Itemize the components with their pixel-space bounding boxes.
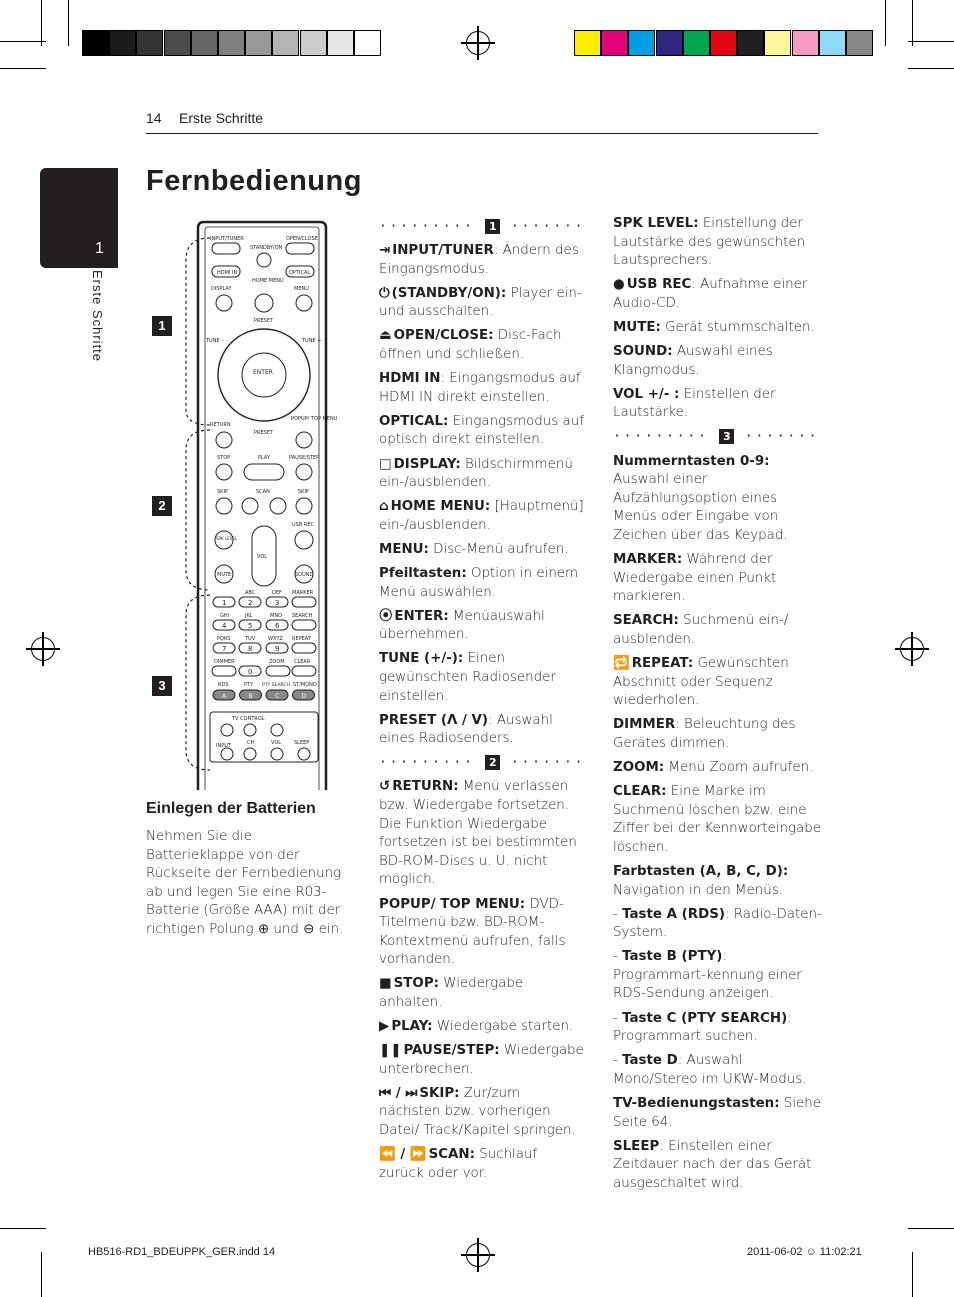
color-key-label: D [301, 693, 307, 700]
remote-label: PLAY [258, 455, 271, 461]
color-swatch [764, 30, 791, 56]
remote-label: STOP [217, 455, 231, 461]
running-header: Erste Schritte [179, 110, 264, 126]
registration-mark-icon [31, 637, 55, 661]
callout-3: 3 [152, 676, 172, 696]
crop-mark [908, 68, 954, 69]
crop-mark [41, 1252, 42, 1297]
remote-label: ZOOM [269, 659, 285, 665]
remote-label: OPTICAL [289, 270, 311, 276]
entry-search: SEARCH: Suchmenü ein-/ ausblenden. [613, 613, 789, 647]
entry-return: ↺ RETURN: Menü verlassen bzw. Wiedergabe fortsetzen. Die Funktion Wiedergabe fortsetzen ist bei bestimmten BD-ROM-Discs u. U. nicht möglich. [379, 779, 577, 888]
dimmer-button [212, 666, 236, 676]
remote-label: SPK LEVEL [216, 536, 238, 541]
remote-label: VOL [257, 554, 268, 560]
remote-label: ST/MONO [293, 682, 317, 688]
remote-label: SOUND [295, 572, 314, 578]
digit-label: 5 [248, 622, 253, 630]
entry-pause: ❚❚ PAUSE/STEP: Wiedergabe unterbrechen. [379, 1043, 584, 1077]
chapter-tab [40, 168, 118, 268]
column-2 [379, 218, 584, 1189]
section-separator-1: ········· 1 ······· [379, 219, 586, 234]
entry-dimmer: DIMMER: Beleuchtung des Gerätes dimmen. [613, 717, 796, 751]
entry-arrows: Pfeiltasten: Option in einem Menü auswählen. [379, 566, 579, 600]
color-swatch [628, 30, 655, 56]
entry-repeat: 🔁 REPEAT: Gewünschten Abschnitt oder Sequenz wiederholen. [613, 655, 789, 709]
crop-mark [912, 0, 913, 46]
skip-back-button [216, 498, 232, 514]
entry-vol: VOL +/- : Einstellen der Lautstärke. [613, 386, 776, 421]
home-menu-button [255, 294, 273, 312]
entry-enter: ⦿ ENTER: Menüauswahl übernehmen. [379, 608, 545, 643]
column-3 [613, 215, 823, 1199]
chapter-number: 1 [95, 240, 104, 257]
color-swatch [819, 30, 846, 56]
color-swatch [737, 30, 764, 56]
remote-label: PAUSE/STEP [289, 455, 320, 461]
entry-stop: ■ STOP: Wiedergabe anhalten. [379, 976, 524, 1010]
entry-play: ▶ PLAY: Wiedergabe starten. [379, 1018, 584, 1037]
color-swatch [245, 30, 272, 56]
registration-mark-icon [466, 1243, 490, 1267]
remote-label: REPEAT [292, 636, 311, 642]
zoom-button [266, 666, 290, 676]
remote-illustration [180, 220, 340, 790]
registration-mark-icon [466, 31, 490, 55]
remote-label: USB REC [292, 522, 314, 528]
crop-mark [908, 1228, 954, 1229]
digit-label: 0 [248, 668, 253, 676]
remote-label: DISPLAY [211, 286, 232, 292]
color-swatch [218, 30, 245, 56]
remote-label: OPEN/CLOSE [286, 236, 318, 242]
color-key-label: A [222, 693, 227, 700]
batteries-end: ein. [318, 921, 344, 937]
remote-label: PTY [244, 682, 254, 688]
plus-icon: ⊕ [257, 921, 270, 937]
pause-button [296, 464, 312, 480]
remote-label: SCAN [256, 489, 270, 495]
remote-label: RETURN [210, 422, 231, 428]
color-key-label: B [248, 693, 253, 700]
entry-key-c: - Taste C (PTY SEARCH): Programmart suchen. [613, 1010, 792, 1045]
section-separator-3: ········· 3 ······· [613, 429, 820, 445]
entry-sleep: SLEEP: Einstellen einer Zeitdauer nach der das Gerät ausgeschaltet wird. [613, 1138, 812, 1191]
entry-key-b: - Taste B (PTY): Programmart-kennung einer RDS-Sendung anzeigen. [613, 949, 802, 1002]
color-swatch [327, 30, 354, 56]
remote-label: WXYZ [268, 636, 283, 642]
entry-home-menu: ⌂ HOME MENU: [Hauptmenü] ein-/ausblenden. [379, 499, 584, 533]
remote-label: DEF [272, 590, 282, 596]
crop-mark [885, 0, 886, 46]
entry-menu: MENU: Disc-Menü aufrufen. [379, 541, 569, 557]
tv-power-button [221, 724, 233, 736]
repeat-icon: 🔁 [613, 655, 630, 671]
remote-label: SKIP [217, 489, 228, 495]
remote-label: JKL [245, 613, 253, 619]
color-swatch [710, 30, 737, 56]
color-swatch [136, 30, 163, 56]
entry-marker: MARKER: Während der Wiedergabe einen Punkt markieren. [613, 552, 777, 605]
color-swatch [792, 30, 819, 56]
remote-label: GHI [220, 613, 230, 619]
entry-key-d: - Taste D: Auswahl Mono/Stereo im UKW-Modus. [613, 1053, 807, 1087]
stop-button [216, 464, 232, 480]
remote-label: VOL [271, 740, 282, 746]
crop-mark [0, 68, 46, 69]
scan-forward-button [270, 498, 286, 514]
entry-optical: OPTICAL: Eingangsmodus auf optisch direkt einstellen. [379, 413, 584, 448]
home-icon: ⌂ [379, 499, 389, 515]
input-icon: ⇥ [379, 243, 391, 259]
registration-mark-icon [900, 637, 924, 661]
remote-label: TUNE - [206, 338, 224, 344]
remote-label: CH [247, 740, 255, 746]
scan-icon: ⏪ / ⏩ [379, 1147, 427, 1163]
entry-hdmi-in: HDMI IN: Eingangsmodus auf HDMI IN direkt einstellen. [379, 371, 581, 405]
remote-label: TV CONTROL [232, 716, 265, 722]
entry-input-tuner: ⇥ INPUT/TUNER: Ändern des Eingangsmodus. [379, 243, 579, 277]
crop-mark [908, 41, 954, 42]
open-close-button [286, 243, 314, 254]
remote-label: ENTER [253, 369, 273, 376]
remote-label: MENU [294, 286, 309, 292]
page-number: 14 [146, 110, 162, 126]
section-separator-2: ········· 2 ······· [379, 755, 586, 771]
remote-label: SEARCH [292, 613, 313, 619]
color-swatch [574, 30, 601, 56]
remote-label: PRESET [254, 430, 274, 436]
footer-date: 2011-06-02 ☺ 11:02:21 [747, 1246, 862, 1258]
digit-label: 2 [248, 599, 253, 607]
entry-color-keys: Farbtasten (A, B, C, D): Navigation in den Menüs. [613, 863, 789, 898]
remote-label: INPUT [216, 743, 231, 749]
color-swatch [191, 30, 218, 56]
power-icon: ⏻ [379, 285, 390, 301]
sleep-button [298, 748, 310, 760]
marker-button [292, 597, 316, 607]
batteries-and: und [273, 921, 299, 937]
color-swatch [82, 30, 109, 56]
entry-standby: ⏻ (STANDBY/ON): Player ein- und ausschalten. [379, 285, 582, 320]
entry-usb-rec: ● USB REC: Aufnahme einer Audio-CD. [613, 277, 808, 311]
color-swatch [683, 30, 710, 56]
remote-label: MARKER [292, 590, 314, 596]
remote-label: PTY SEARCH [262, 683, 290, 688]
stop-icon: ■ [379, 976, 392, 992]
remote-label: SLEEP [294, 740, 310, 746]
play-icon: ▶ [379, 1019, 390, 1035]
remote-label: INPUT/TUNER [210, 236, 244, 242]
color-swatch [164, 30, 191, 56]
header-rule [146, 133, 818, 134]
enter-icon: ⦿ [379, 608, 393, 624]
menu-button [296, 295, 312, 311]
digit-label: 8 [248, 645, 253, 653]
remote-label: PRESET [254, 318, 274, 324]
digit-label: 7 [222, 645, 227, 653]
entry-scan: ⏪ / ⏩ SCAN: Suchlauf zurück oder vor. [379, 1147, 538, 1181]
remote-label: MUTE [217, 572, 232, 578]
crop-mark [68, 0, 69, 46]
remote-label: MNO [270, 613, 282, 619]
entry-tune: TUNE (+/-): Einen gewünschten Radiosender einstellen. [379, 651, 556, 704]
entry-zoom: ZOOM: Menü Zoom aufrufen. [613, 759, 814, 775]
entry-sound: SOUND: Auswahl eines Klangmodus. [613, 344, 773, 378]
remote-label: DIMMER [214, 659, 235, 665]
play-button [244, 464, 284, 480]
tv-input-button [221, 748, 233, 760]
color-swatch [846, 30, 873, 56]
remote-label: CLEAR [294, 659, 311, 665]
digit-label: 9 [275, 645, 280, 653]
color-keys [213, 690, 315, 700]
digit-label: 6 [275, 622, 280, 630]
entry-popup: POPUP/ TOP MENU: DVD-Titelmenü bzw. BD-ROM-Kontextmenü aufrufen, falls vorhanden. [379, 896, 566, 968]
pause-icon: ❚❚ [379, 1043, 402, 1059]
digit-label: 1 [222, 599, 227, 607]
batteries-text [146, 828, 351, 940]
popup-button [296, 432, 312, 448]
remote-label: SKIP [298, 489, 309, 495]
page-title: Fernbedienung [146, 165, 362, 197]
entry-mute: MUTE: Gerät stummschalten. [613, 319, 815, 335]
callout-1: 1 [152, 316, 172, 336]
return-button [216, 432, 232, 448]
usb-rec-button [295, 531, 313, 549]
standby-button [257, 253, 271, 267]
entry-spk-level: SPK LEVEL: Einstellung der Lautstärke des gewünschten Lautsprechers. [613, 216, 806, 269]
entry-key-a: - Taste A (RDS): Radio-Daten-System. [613, 906, 822, 941]
batteries-heading: Einlegen der Batterien [146, 800, 316, 817]
color-swatch [354, 30, 381, 56]
entry-numbers: Nummerntasten 0-9: Auswahl einer Aufzählungsoption eines Menüs oder Eingabe von Zeichen über das Keypad. [613, 453, 788, 543]
color-swatch [272, 30, 299, 56]
skip-forward-button [296, 498, 312, 514]
remote-label: TUV [245, 636, 256, 642]
ch-down-button [244, 748, 256, 760]
entry-clear: CLEAR: Eine Marke im Suchmenü löschen bzw. eine Ziffer bei der Kennworteingabe löschen. [613, 784, 821, 855]
entry-preset: PRESET (Λ / V): Auswahl eines Radiosenders. [379, 712, 553, 747]
entry-skip: ⏮ / ⏭ SKIP: Zur/zum nächsten bzw. vorherigen Datei/ Track/Kapitel springen. [379, 1085, 576, 1139]
vol-up-button [271, 724, 283, 736]
remote-label: ABC [245, 590, 256, 596]
color-swatch [601, 30, 628, 56]
ch-up-button [244, 724, 256, 736]
color-swatch [109, 30, 136, 56]
remote-label: HDMI IN [217, 270, 238, 276]
vol-down-button [271, 748, 283, 760]
skip-icon: ⏮ / ⏭ [379, 1085, 418, 1101]
search-button [292, 620, 316, 630]
remote-label: HOME MENU [252, 278, 284, 284]
color-swatch [656, 30, 683, 56]
return-icon: ↺ [379, 779, 391, 795]
remote-label: STANDBY/ON [250, 245, 283, 251]
crop-mark [0, 1228, 46, 1229]
batteries-body: Nehmen Sie die Batterieklappe von der Rückseite der Fernbedienung ab und legen Sie eine R03-Batterie (Größe AAA) mit der richtigen Polung [146, 829, 342, 937]
crop-mark [41, 0, 42, 46]
display-icon: □ [379, 456, 392, 472]
remote-label: PQRS [217, 636, 231, 642]
remote-label: POPUP/ TOP MENU [291, 416, 338, 422]
eject-icon: ⏏ [379, 328, 392, 344]
color-key-label: C [275, 693, 280, 700]
color-swatch [300, 30, 327, 56]
chapter-label: Erste Schritte [90, 270, 105, 363]
display-button [216, 295, 232, 311]
digit-label: 3 [275, 599, 280, 607]
digit-label: 4 [222, 622, 227, 630]
crop-mark [0, 41, 46, 42]
entry-open-close: ⏏ OPEN/CLOSE: Disc-Fach öffnen und schließen. [379, 328, 562, 363]
footer-file: HB516-RD1_BDEUPPK_GER.indd 14 [88, 1246, 276, 1258]
scan-back-button [242, 498, 258, 514]
record-icon: ● [613, 277, 625, 293]
crop-mark [912, 1252, 913, 1297]
clear-button [292, 666, 316, 676]
callout-2: 2 [152, 496, 172, 516]
minus-icon: ⊖ [303, 921, 315, 937]
input-tuner-button [212, 243, 240, 254]
remote-label: RDS [218, 682, 229, 688]
repeat-button [292, 643, 316, 653]
entry-tv-buttons: TV-Bedienungstasten: Siehe Seite 64. [613, 1095, 822, 1130]
remote-label: TUNE + [302, 338, 322, 344]
entry-display: □ DISPLAY: Bildschirmmenü ein-/ausblenden. [379, 456, 573, 491]
